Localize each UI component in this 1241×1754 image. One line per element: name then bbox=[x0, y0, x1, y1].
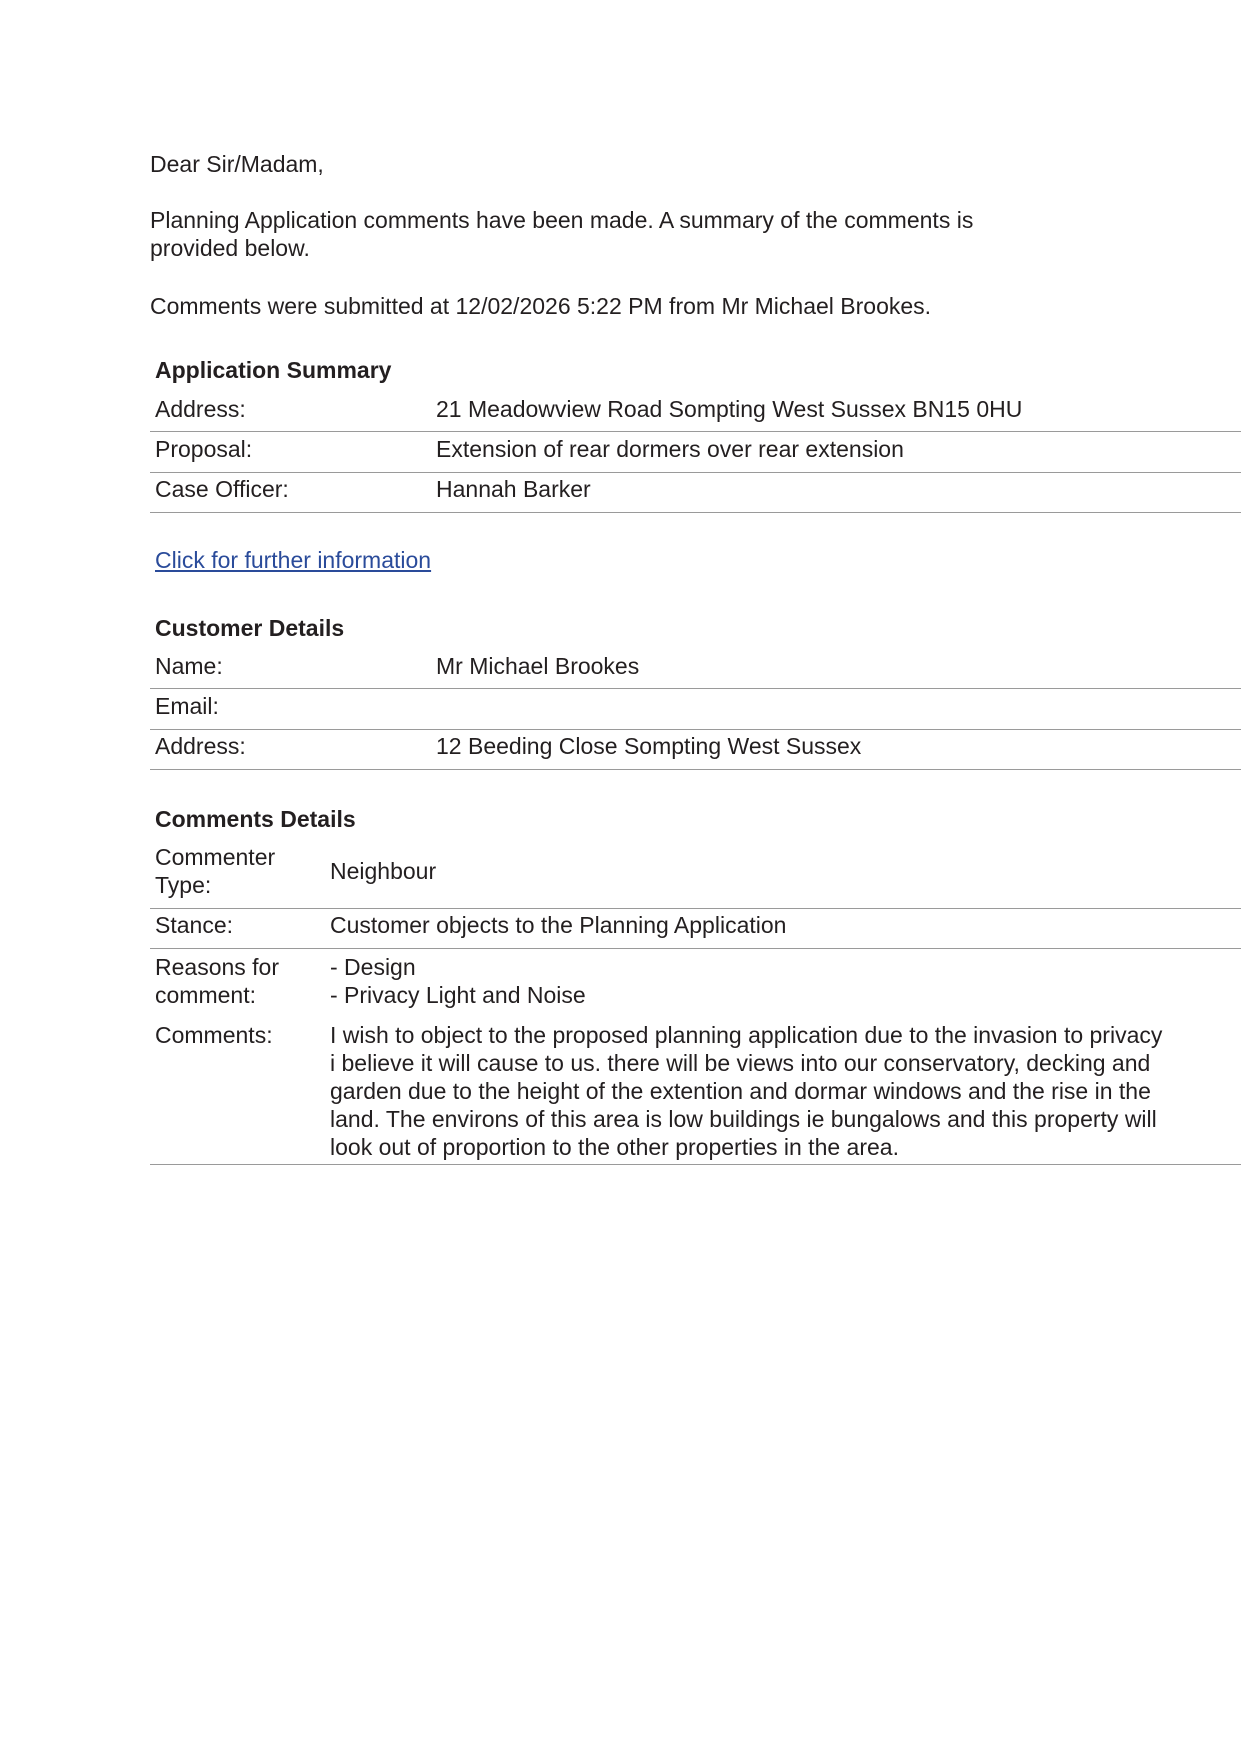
reasons-and-comments-block bbox=[150, 953, 1241, 1165]
reasons-list bbox=[330, 953, 586, 1009]
customer-email-row bbox=[150, 692, 1241, 730]
comments-label: Comments: bbox=[155, 1022, 273, 1048]
summary-address-row bbox=[150, 395, 1241, 432]
application-summary-title: Application Summary bbox=[155, 357, 392, 383]
comments-details-title: Comments Details bbox=[155, 806, 356, 832]
further-information-link[interactable]: Click for further information bbox=[155, 547, 432, 573]
commenter-type-row bbox=[150, 843, 1241, 909]
reasons-label bbox=[155, 953, 305, 1009]
customer-address-row bbox=[150, 732, 1241, 770]
row-label bbox=[155, 843, 305, 899]
row-value: 12 Beeding Close Sompting West Sussex bbox=[436, 733, 862, 759]
reason-item: - Design bbox=[330, 954, 416, 980]
row-value: Customer objects to the Planning Application bbox=[330, 912, 787, 938]
row-label: Proposal: bbox=[155, 436, 253, 462]
intro-line: Planning Application comments have been made. A summary of the comments is bbox=[150, 207, 974, 233]
row-label: Address: bbox=[155, 396, 246, 422]
comment-line: i believe it will cause to us. there will be views into our conservatory, decking and bbox=[330, 1050, 1151, 1076]
greeting: Dear Sir/Madam, bbox=[150, 151, 324, 177]
customer-name-row bbox=[150, 652, 1241, 689]
summary-proposal-row bbox=[150, 435, 1241, 473]
row-value: Neighbour bbox=[330, 858, 437, 884]
comment-line: I wish to object to the proposed planning application due to the invasion to privacy bbox=[330, 1022, 1163, 1048]
label-line: Type: bbox=[155, 872, 212, 898]
label-line: Reasons for bbox=[155, 954, 280, 980]
row-label: Address: bbox=[155, 733, 246, 759]
row-value: 21 Meadowview Road Sompting West Sussex BN15 0HU bbox=[436, 396, 1023, 422]
row-value: Extension of rear dormers over rear extension bbox=[436, 436, 904, 462]
intro-paragraph bbox=[150, 206, 1070, 262]
stance-row bbox=[150, 911, 1241, 949]
label-line: Commenter bbox=[155, 844, 276, 870]
row-value: Mr Michael Brookes bbox=[436, 653, 640, 679]
customer-details-title: Customer Details bbox=[155, 615, 345, 641]
row-label: Case Officer: bbox=[155, 476, 289, 502]
comments-text bbox=[330, 1021, 1241, 1161]
row-label: Name: bbox=[155, 653, 223, 679]
reason-item: - Privacy Light and Noise bbox=[330, 982, 586, 1008]
row-label: Stance: bbox=[155, 912, 233, 938]
intro-line: provided below. bbox=[150, 235, 310, 261]
row-label: Email: bbox=[155, 693, 219, 719]
submitted-statement: Comments were submitted at 12/02/2026 5:22 PM from Mr Michael Brookes. bbox=[150, 293, 932, 319]
comment-line: land. The environs of this area is low buildings ie bungalows and this property will bbox=[330, 1106, 1157, 1132]
comment-line: look out of proportion to the other properties in the area. bbox=[330, 1134, 899, 1160]
label-line: comment: bbox=[155, 982, 256, 1008]
row-value: Hannah Barker bbox=[436, 476, 591, 502]
comment-line: garden due to the height of the extention and dormar windows and the rise in the bbox=[330, 1078, 1151, 1104]
summary-case-officer-row bbox=[150, 475, 1241, 513]
